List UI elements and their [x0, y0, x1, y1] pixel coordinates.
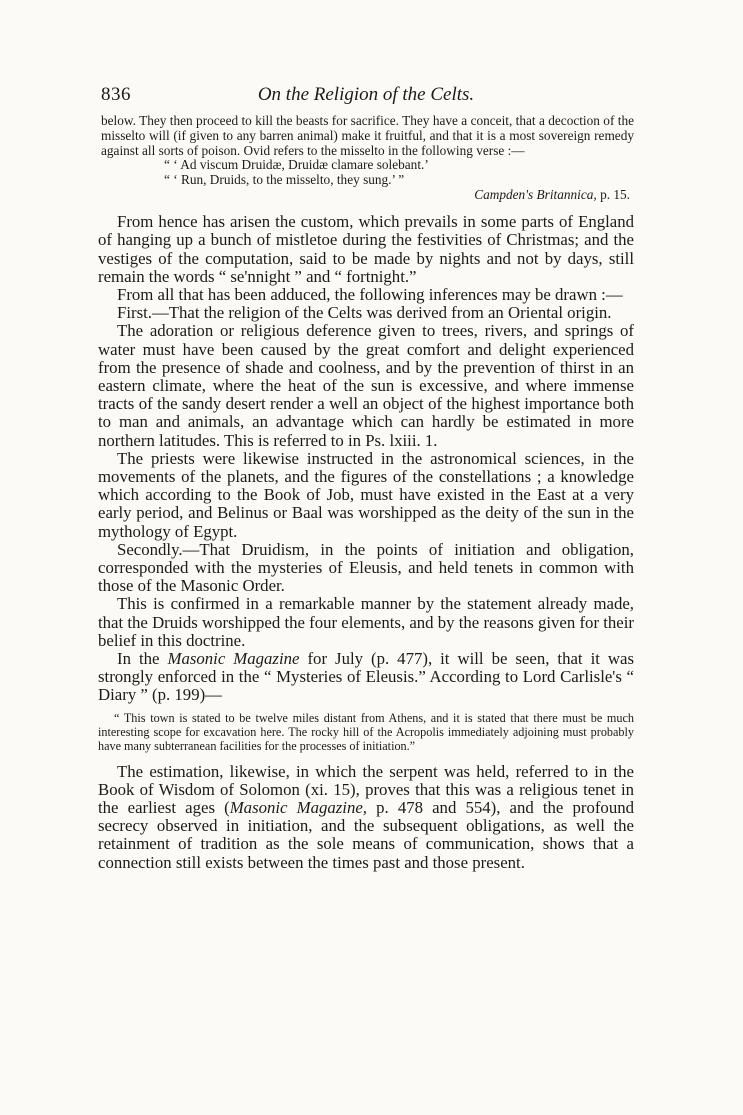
final-part1: The estimation, likewise, in which the serpent was held, referred to in the Book of Wisdom of Solomon (xi. 15), proves that this was a religious tenet in the earliest ages (: [98, 761, 634, 818]
magazine-title: Masonic Magazine,: [229, 798, 367, 818]
page-header: [98, 84, 634, 114]
verse-block: [98, 158, 634, 202]
paragraph: From all that has been adduced, the following inferences may be drawn :—: [117, 284, 623, 304]
verse-line-english: “ ‘ Run, Druids, to the misselto, they sung.’ ”: [164, 171, 405, 187]
paragraph: First.—That the religion of the Celts was derived from an Oriental origin.: [117, 303, 612, 323]
verse-citation: [98, 188, 634, 203]
body-text-final: [98, 763, 634, 872]
intro-paragraph: below. They then proceed to kill the beasts for sacrifice. They have a conceit, that a decoction of the misselto will (if given to any barren animal) make it fruitful, and that it is a most sovereign remedy against all sorts of poison. Ovid refers to the misselto in the following verse :—: [101, 113, 634, 158]
masonic-paragraph: [98, 650, 634, 705]
magazine-title: Masonic Magazine: [167, 649, 300, 669]
paragraph: From hence has arisen the custom, which prevails in some parts of England of hanging up a bunch of mistletoe during the festivities of Christmas; and the vestiges of the computation, said to be made by nights and not by days, still remain the words “ se'nnight ” and “ fortnight.”: [98, 212, 634, 286]
paragraph: The priests were likewise instructed in the astronomical sciences, in the movements of the planets, and the figures of the constellations ; a knowledge which according to the Book of Job, must have existed in the East at a very early period, and Belinus or Baal was worshipped as the deity of the sun in the mythology of Egypt.: [98, 448, 634, 541]
page-number: 836: [101, 84, 131, 105]
citation-title: Campden's Britannica,: [474, 186, 597, 202]
diary-quote: “ This town is stated to be twelve miles distant from Athens, and it is stated that there must be much interesting scope for excavation here. The rocky hill of the Acropolis immediately adjoining must probably have many subterranean facilities for the processes of initiation.”: [98, 710, 634, 753]
final-paragraph: [98, 763, 634, 872]
body-text: [98, 213, 634, 704]
masonic-suffix: for July (p. 477), it will be seen, that it was strongly enforced in the “ Mysteries of Eleusis.” According to Lord Carlisle's “ Diary ” (p. 199)—: [98, 649, 634, 705]
masonic-prefix: In the: [117, 649, 168, 669]
citation-page: p. 15.: [600, 186, 630, 202]
verse-line-latin: “ ‘ Ad viscum Druidæ, Druidæ clamare solebant.’: [164, 157, 429, 173]
paragraph: The adoration or religious deference given to trees, rivers, and springs of water must have been caused by the great comfort and delight experienced from the presence of shade and coolness, and by the prevention of thirst in an eastern climate, where the heat of the sun is excessive, and where immense tracts of the sandy desert render a well an object of the highest importance both to man and animals, an advantage which can hardly be estimated in more northern latitudes. This is referred to in Ps. lxiii. 1.: [98, 321, 634, 450]
final-part2: p. 478 and 554), and the profound secrecy observed in initiation, and the subsequent obligations, as well the retainment of tradition as the sole means of communication, shows that a connection still exists between the times past and those present.: [98, 798, 634, 872]
paragraph: Secondly.—That Druidism, in the points of initiation and obligation, corresponded with the mysteries of Eleusis, and held tenets in common with those of the Masonic Order.: [98, 539, 634, 596]
running-title: On the Religion of the Celts.: [257, 84, 475, 105]
paragraph: This is confirmed in a remarkable manner by the statement already made, that the Druids worshipped the four elements, and by the reasons given for their belief in this doctrine.: [98, 594, 634, 650]
page: [98, 84, 634, 872]
